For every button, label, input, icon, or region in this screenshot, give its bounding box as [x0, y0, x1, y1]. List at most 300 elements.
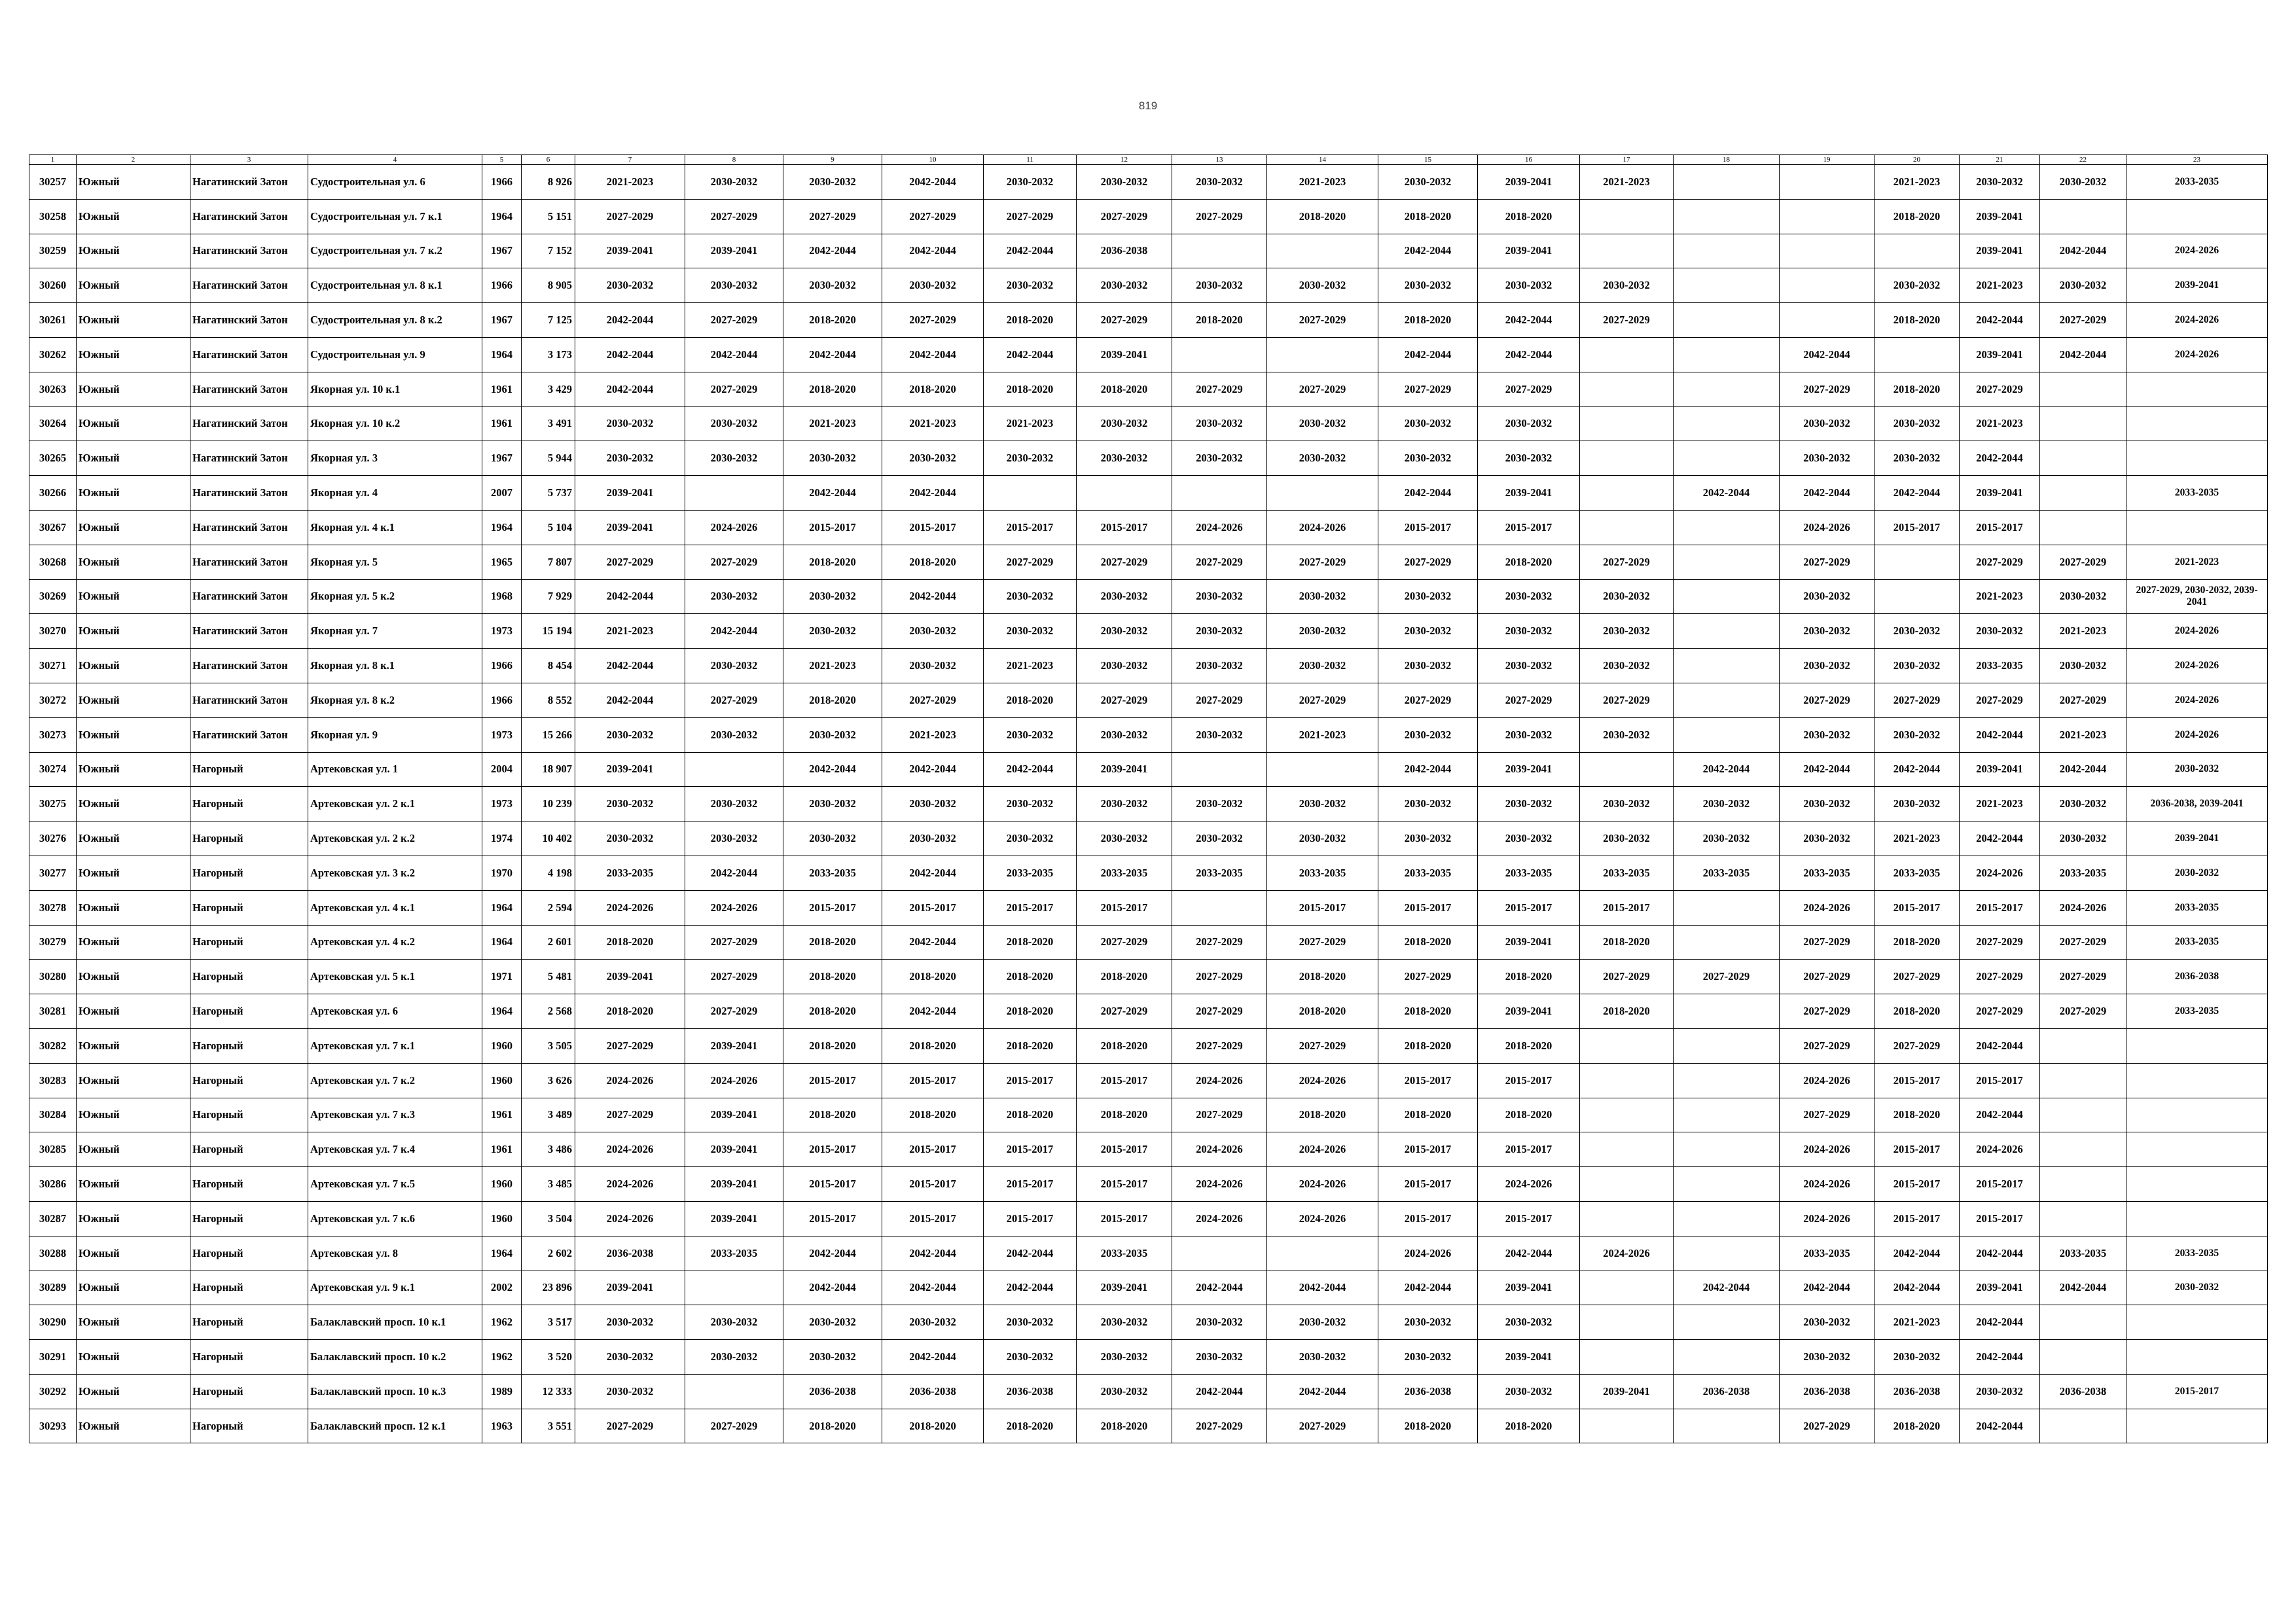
- period-col-21-cell: 2042-2044: [1960, 1409, 2040, 1443]
- period-col-14-cell: 2030-2032: [1267, 1340, 1378, 1375]
- address-cell: Артековская ул. 8: [308, 1236, 482, 1271]
- period-col-7-cell: 2039-2041: [575, 234, 685, 268]
- period-col-12-cell: 2030-2032: [1077, 406, 1172, 441]
- period-col-7-cell: 2030-2032: [575, 268, 685, 303]
- record-id-cell: 30277: [29, 856, 77, 890]
- address-cell: Судостроительная ул. 7 к.2: [308, 234, 482, 268]
- period-col-9-cell: 2030-2032: [783, 441, 882, 476]
- period-col-20-cell: 2030-2032: [1874, 1340, 1960, 1375]
- period-col-9-cell: 2018-2020: [783, 372, 882, 406]
- column-number-23: 23: [2126, 155, 2268, 165]
- period-col-18-cell: [1674, 337, 1780, 372]
- period-col-22-cell: 2027-2029: [2040, 960, 2126, 994]
- period-col-8-cell: 2030-2032: [685, 717, 783, 752]
- period-col-8-cell: 2030-2032: [685, 268, 783, 303]
- period-col-10-cell: 2015-2017: [882, 1201, 984, 1236]
- address-cell: Балаклавский просп. 10 к.3: [308, 1374, 482, 1409]
- period-col-21-cell: 2042-2044: [1960, 1236, 2040, 1271]
- period-col-10-cell: 2042-2044: [882, 925, 984, 960]
- period-col-21-cell: 2039-2041: [1960, 234, 2040, 268]
- period-col-7-cell: 2042-2044: [575, 372, 685, 406]
- period-col-20-cell: 2030-2032: [1874, 441, 1960, 476]
- period-col-13-cell: 2030-2032: [1172, 165, 1267, 200]
- column-number-11: 11: [984, 155, 1077, 165]
- period-col-16-cell: 2030-2032: [1478, 1305, 1580, 1340]
- period-col-13-cell: 2030-2032: [1172, 787, 1267, 821]
- period-col-15-cell: 2030-2032: [1378, 268, 1478, 303]
- period-col-14-cell: 2042-2044: [1267, 1374, 1378, 1409]
- total-area-cell: 3 489: [522, 1098, 575, 1132]
- column-number-21: 21: [1960, 155, 2040, 165]
- total-area-cell: 15 194: [522, 614, 575, 649]
- build-year-cell: 1963: [482, 1409, 522, 1443]
- period-col-16-cell: 2042-2044: [1478, 1236, 1580, 1271]
- period-col-19-cell: 2030-2032: [1780, 1305, 1874, 1340]
- period-col-22-cell: [2040, 199, 2126, 234]
- period-col-14-cell: 2030-2032: [1267, 649, 1378, 683]
- period-col-23-cell: 2024-2026: [2126, 614, 2268, 649]
- period-col-20-cell: 2018-2020: [1874, 925, 1960, 960]
- period-col-16-cell: 2042-2044: [1478, 337, 1580, 372]
- period-col-9-cell: 2030-2032: [783, 717, 882, 752]
- period-col-11-cell: 2042-2044: [984, 1271, 1077, 1305]
- period-col-8-cell: [685, 752, 783, 787]
- period-col-20-cell: 2030-2032: [1874, 787, 1960, 821]
- period-col-23-cell: 2021-2023: [2126, 545, 2268, 579]
- period-col-9-cell: 2042-2044: [783, 337, 882, 372]
- period-col-10-cell: 2042-2044: [882, 856, 984, 890]
- period-col-11-cell: 2030-2032: [984, 717, 1077, 752]
- period-col-12-cell: 2015-2017: [1077, 1201, 1172, 1236]
- period-col-20-cell: 2021-2023: [1874, 165, 1960, 200]
- record-id-cell: 30285: [29, 1132, 77, 1167]
- period-col-18-cell: [1674, 890, 1780, 925]
- period-col-23-cell: 2015-2017: [2126, 1374, 2268, 1409]
- address-cell: Якорная ул. 8 к.1: [308, 649, 482, 683]
- period-col-8-cell: 2030-2032: [685, 1305, 783, 1340]
- period-col-18-cell: [1674, 372, 1780, 406]
- period-col-21-cell: 2015-2017: [1960, 1201, 2040, 1236]
- record-id-cell: 30288: [29, 1236, 77, 1271]
- period-col-7-cell: 2024-2026: [575, 1201, 685, 1236]
- period-col-19-cell: 2042-2044: [1780, 752, 1874, 787]
- district-cell: Южный: [77, 1305, 190, 1340]
- period-col-22-cell: 2021-2023: [2040, 717, 2126, 752]
- period-col-22-cell: [2040, 1305, 2126, 1340]
- build-year-cell: 1966: [482, 268, 522, 303]
- period-col-18-cell: [1674, 994, 1780, 1029]
- period-col-17-cell: [1580, 476, 1674, 511]
- period-col-16-cell: 2039-2041: [1478, 752, 1580, 787]
- period-col-22-cell: 2030-2032: [2040, 579, 2126, 614]
- period-col-9-cell: 2021-2023: [783, 406, 882, 441]
- period-col-16-cell: 2018-2020: [1478, 199, 1580, 234]
- period-col-17-cell: 2030-2032: [1580, 717, 1674, 752]
- period-col-10-cell: 2018-2020: [882, 1098, 984, 1132]
- period-col-17-cell: [1580, 1132, 1674, 1167]
- record-id-cell: 30276: [29, 821, 77, 856]
- period-col-9-cell: 2018-2020: [783, 994, 882, 1029]
- area-cell: Нагатинский Затон: [190, 717, 308, 752]
- district-cell: Южный: [77, 441, 190, 476]
- period-col-9-cell: 2036-2038: [783, 1374, 882, 1409]
- district-cell: Южный: [77, 1374, 190, 1409]
- period-col-23-cell: 2024-2026: [2126, 717, 2268, 752]
- build-year-cell: 1965: [482, 545, 522, 579]
- table-row: [29, 1028, 2268, 1063]
- period-col-21-cell: 2027-2029: [1960, 545, 2040, 579]
- period-col-7-cell: 2030-2032: [575, 1305, 685, 1340]
- period-col-21-cell: 2042-2044: [1960, 717, 2040, 752]
- period-col-19-cell: 2042-2044: [1780, 337, 1874, 372]
- column-number-4: 4: [308, 155, 482, 165]
- period-col-15-cell: 2027-2029: [1378, 372, 1478, 406]
- build-year-cell: 1966: [482, 683, 522, 717]
- period-col-10-cell: 2015-2017: [882, 1063, 984, 1098]
- period-col-17-cell: [1580, 406, 1674, 441]
- period-col-20-cell: 2036-2038: [1874, 1374, 1960, 1409]
- period-col-21-cell: 2021-2023: [1960, 787, 2040, 821]
- column-number-22: 22: [2040, 155, 2126, 165]
- period-col-11-cell: [984, 476, 1077, 511]
- period-col-16-cell: 2030-2032: [1478, 268, 1580, 303]
- area-cell: Нагатинский Затон: [190, 372, 308, 406]
- total-area-cell: 12 333: [522, 1374, 575, 1409]
- area-cell: Нагорный: [190, 1305, 308, 1340]
- period-col-7-cell: 2030-2032: [575, 441, 685, 476]
- period-col-10-cell: 2042-2044: [882, 1340, 984, 1375]
- period-col-18-cell: [1674, 1132, 1780, 1167]
- period-col-12-cell: 2027-2029: [1077, 994, 1172, 1029]
- period-col-21-cell: 2042-2044: [1960, 1098, 2040, 1132]
- period-col-13-cell: 2030-2032: [1172, 406, 1267, 441]
- address-cell: Артековская ул. 2 к.2: [308, 821, 482, 856]
- record-id-cell: 30266: [29, 476, 77, 511]
- period-col-18-cell: [1674, 1167, 1780, 1202]
- total-area-cell: 7 929: [522, 579, 575, 614]
- period-col-10-cell: 2018-2020: [882, 960, 984, 994]
- district-cell: Южный: [77, 1063, 190, 1098]
- total-area-cell: 3 520: [522, 1340, 575, 1375]
- period-col-20-cell: 2027-2029: [1874, 683, 1960, 717]
- period-col-8-cell: 2027-2029: [685, 1409, 783, 1443]
- period-col-7-cell: 2024-2026: [575, 1063, 685, 1098]
- period-col-10-cell: 2015-2017: [882, 510, 984, 545]
- period-col-11-cell: 2021-2023: [984, 406, 1077, 441]
- district-cell: Южный: [77, 752, 190, 787]
- area-cell: Нагорный: [190, 787, 308, 821]
- period-col-18-cell: 2027-2029: [1674, 960, 1780, 994]
- table-row: [29, 717, 2268, 752]
- period-col-19-cell: 2030-2032: [1780, 406, 1874, 441]
- address-cell: Артековская ул. 7 к.1: [308, 1028, 482, 1063]
- build-year-cell: 1966: [482, 649, 522, 683]
- area-cell: Нагатинский Затон: [190, 579, 308, 614]
- period-col-15-cell: 2024-2026: [1378, 1236, 1478, 1271]
- column-number-8: 8: [685, 155, 783, 165]
- period-col-22-cell: [2040, 1340, 2126, 1375]
- period-col-8-cell: 2042-2044: [685, 856, 783, 890]
- period-col-17-cell: 2015-2017: [1580, 890, 1674, 925]
- record-id-cell: 30260: [29, 268, 77, 303]
- period-col-19-cell: 2024-2026: [1780, 1167, 1874, 1202]
- record-id-cell: 30279: [29, 925, 77, 960]
- period-col-22-cell: 2030-2032: [2040, 787, 2126, 821]
- period-col-17-cell: [1580, 199, 1674, 234]
- district-cell: Южный: [77, 1098, 190, 1132]
- period-col-10-cell: 2036-2038: [882, 1374, 984, 1409]
- period-col-21-cell: 2039-2041: [1960, 1271, 2040, 1305]
- period-col-19-cell: 2030-2032: [1780, 649, 1874, 683]
- period-col-8-cell: 2042-2044: [685, 337, 783, 372]
- total-area-cell: 3 491: [522, 406, 575, 441]
- area-cell: Нагорный: [190, 994, 308, 1029]
- period-col-17-cell: [1580, 510, 1674, 545]
- period-col-9-cell: 2030-2032: [783, 579, 882, 614]
- build-year-cell: 1967: [482, 234, 522, 268]
- period-col-10-cell: 2042-2044: [882, 994, 984, 1029]
- period-col-12-cell: 2018-2020: [1077, 960, 1172, 994]
- period-col-12-cell: 2030-2032: [1077, 268, 1172, 303]
- record-id-cell: 30292: [29, 1374, 77, 1409]
- period-col-11-cell: 2018-2020: [984, 925, 1077, 960]
- district-cell: Южный: [77, 821, 190, 856]
- period-col-18-cell: [1674, 925, 1780, 960]
- area-cell: Нагорный: [190, 890, 308, 925]
- table-row: [29, 1305, 2268, 1340]
- area-cell: Нагорный: [190, 1236, 308, 1271]
- period-col-21-cell: 2033-2035: [1960, 649, 2040, 683]
- period-col-17-cell: [1580, 752, 1674, 787]
- period-col-10-cell: 2018-2020: [882, 1028, 984, 1063]
- period-col-19-cell: 2024-2026: [1780, 1201, 1874, 1236]
- district-cell: Южный: [77, 890, 190, 925]
- period-col-18-cell: [1674, 579, 1780, 614]
- period-col-8-cell: 2030-2032: [685, 821, 783, 856]
- address-cell: Якорная ул. 10 к.2: [308, 406, 482, 441]
- build-year-cell: 1961: [482, 1098, 522, 1132]
- period-col-9-cell: 2030-2032: [783, 821, 882, 856]
- period-col-21-cell: 2042-2044: [1960, 1305, 2040, 1340]
- period-col-13-cell: 2027-2029: [1172, 683, 1267, 717]
- period-col-23-cell: 2024-2026: [2126, 649, 2268, 683]
- period-col-18-cell: [1674, 1063, 1780, 1098]
- period-col-13-cell: 2027-2029: [1172, 1098, 1267, 1132]
- period-col-8-cell: 2027-2029: [685, 994, 783, 1029]
- column-number-18: 18: [1674, 155, 1780, 165]
- period-col-14-cell: 2027-2029: [1267, 545, 1378, 579]
- total-area-cell: 3 485: [522, 1167, 575, 1202]
- period-col-8-cell: 2039-2041: [685, 1132, 783, 1167]
- period-col-22-cell: 2042-2044: [2040, 1271, 2126, 1305]
- period-col-7-cell: 2027-2029: [575, 1098, 685, 1132]
- area-cell: Нагатинский Затон: [190, 337, 308, 372]
- period-col-19-cell: 2030-2032: [1780, 579, 1874, 614]
- record-id-cell: 30282: [29, 1028, 77, 1063]
- period-col-16-cell: 2018-2020: [1478, 1028, 1580, 1063]
- address-cell: Балаклавский просп. 10 к.2: [308, 1340, 482, 1375]
- address-cell: Судостроительная ул. 7 к.1: [308, 199, 482, 234]
- period-col-12-cell: 2030-2032: [1077, 649, 1172, 683]
- period-col-14-cell: 2030-2032: [1267, 441, 1378, 476]
- period-col-23-cell: 2030-2032: [2126, 1271, 2268, 1305]
- table-row: [29, 165, 2268, 200]
- period-col-9-cell: 2018-2020: [783, 683, 882, 717]
- district-cell: Южный: [77, 717, 190, 752]
- period-col-15-cell: 2030-2032: [1378, 649, 1478, 683]
- period-col-12-cell: 2027-2029: [1077, 545, 1172, 579]
- period-col-9-cell: 2018-2020: [783, 545, 882, 579]
- record-id-cell: 30289: [29, 1271, 77, 1305]
- period-col-16-cell: 2015-2017: [1478, 1201, 1580, 1236]
- table-row: [29, 856, 2268, 890]
- district-cell: Южный: [77, 510, 190, 545]
- period-col-11-cell: 2018-2020: [984, 372, 1077, 406]
- period-col-20-cell: 2030-2032: [1874, 406, 1960, 441]
- period-col-21-cell: 2042-2044: [1960, 1340, 2040, 1375]
- period-col-17-cell: 2027-2029: [1580, 545, 1674, 579]
- period-col-21-cell: 2039-2041: [1960, 199, 2040, 234]
- period-col-23-cell: [2126, 1409, 2268, 1443]
- period-col-12-cell: 2027-2029: [1077, 199, 1172, 234]
- period-col-9-cell: 2027-2029: [783, 199, 882, 234]
- table-row: [29, 372, 2268, 406]
- period-col-18-cell: 2042-2044: [1674, 1271, 1780, 1305]
- period-col-9-cell: 2015-2017: [783, 1167, 882, 1202]
- period-col-21-cell: 2027-2029: [1960, 683, 2040, 717]
- period-col-14-cell: 2024-2026: [1267, 1167, 1378, 1202]
- period-col-8-cell: 2027-2029: [685, 545, 783, 579]
- period-col-13-cell: 2024-2026: [1172, 1167, 1267, 1202]
- period-col-18-cell: 2030-2032: [1674, 821, 1780, 856]
- period-col-12-cell: 2030-2032: [1077, 441, 1172, 476]
- district-cell: Южный: [77, 199, 190, 234]
- period-col-8-cell: 2030-2032: [685, 441, 783, 476]
- record-id-cell: 30257: [29, 165, 77, 200]
- period-col-16-cell: 2039-2041: [1478, 1340, 1580, 1375]
- district-cell: Южный: [77, 234, 190, 268]
- period-col-10-cell: 2042-2044: [882, 165, 984, 200]
- district-cell: Южный: [77, 925, 190, 960]
- period-col-12-cell: 2015-2017: [1077, 1132, 1172, 1167]
- period-col-15-cell: 2030-2032: [1378, 1305, 1478, 1340]
- period-col-16-cell: 2030-2032: [1478, 717, 1580, 752]
- build-year-cell: 1964: [482, 994, 522, 1029]
- period-col-14-cell: 2027-2029: [1267, 925, 1378, 960]
- period-col-8-cell: 2024-2026: [685, 510, 783, 545]
- period-col-23-cell: 2030-2032: [2126, 752, 2268, 787]
- total-area-cell: 5 151: [522, 199, 575, 234]
- period-col-20-cell: 2027-2029: [1874, 1028, 1960, 1063]
- period-col-8-cell: [685, 476, 783, 511]
- period-col-13-cell: 2030-2032: [1172, 649, 1267, 683]
- period-col-11-cell: 2033-2035: [984, 856, 1077, 890]
- period-col-9-cell: 2030-2032: [783, 787, 882, 821]
- period-col-8-cell: 2039-2041: [685, 1201, 783, 1236]
- period-col-14-cell: 2030-2032: [1267, 614, 1378, 649]
- total-area-cell: 2 568: [522, 994, 575, 1029]
- period-col-15-cell: 2018-2020: [1378, 1409, 1478, 1443]
- period-col-23-cell: [2126, 441, 2268, 476]
- period-col-23-cell: 2033-2035: [2126, 994, 2268, 1029]
- period-col-15-cell: 2030-2032: [1378, 821, 1478, 856]
- address-cell: Якорная ул. 3: [308, 441, 482, 476]
- period-col-7-cell: 2042-2044: [575, 337, 685, 372]
- period-col-12-cell: 2027-2029: [1077, 925, 1172, 960]
- record-id-cell: 30267: [29, 510, 77, 545]
- period-col-16-cell: 2030-2032: [1478, 614, 1580, 649]
- period-col-15-cell: 2030-2032: [1378, 614, 1478, 649]
- period-col-19-cell: 2036-2038: [1780, 1374, 1874, 1409]
- period-col-15-cell: 2018-2020: [1378, 1098, 1478, 1132]
- table-row: [29, 268, 2268, 303]
- record-id-cell: 30293: [29, 1409, 77, 1443]
- record-id-cell: 30259: [29, 234, 77, 268]
- period-col-15-cell: 2042-2044: [1378, 476, 1478, 511]
- period-col-23-cell: [2126, 1201, 2268, 1236]
- period-col-18-cell: [1674, 1098, 1780, 1132]
- period-col-16-cell: 2039-2041: [1478, 476, 1580, 511]
- table-row: [29, 683, 2268, 717]
- period-col-14-cell: 2015-2017: [1267, 890, 1378, 925]
- period-col-18-cell: [1674, 649, 1780, 683]
- period-col-18-cell: [1674, 1236, 1780, 1271]
- area-cell: Нагорный: [190, 856, 308, 890]
- period-col-22-cell: 2033-2035: [2040, 1236, 2126, 1271]
- build-year-cell: 1973: [482, 614, 522, 649]
- period-col-17-cell: 2030-2032: [1580, 579, 1674, 614]
- period-col-10-cell: 2015-2017: [882, 1132, 984, 1167]
- period-col-21-cell: 2030-2032: [1960, 1374, 2040, 1409]
- district-cell: Южный: [77, 1271, 190, 1305]
- record-id-cell: 30290: [29, 1305, 77, 1340]
- period-col-21-cell: 2042-2044: [1960, 303, 2040, 338]
- period-col-19-cell: 2027-2029: [1780, 372, 1874, 406]
- period-col-17-cell: 2039-2041: [1580, 1374, 1674, 1409]
- period-col-8-cell: 2030-2032: [685, 165, 783, 200]
- period-col-15-cell: 2018-2020: [1378, 199, 1478, 234]
- column-number-19: 19: [1780, 155, 1874, 165]
- period-col-21-cell: 2042-2044: [1960, 821, 2040, 856]
- total-area-cell: 8 926: [522, 165, 575, 200]
- total-area-cell: 7 152: [522, 234, 575, 268]
- area-cell: Нагатинский Затон: [190, 683, 308, 717]
- period-col-11-cell: 2021-2023: [984, 649, 1077, 683]
- period-col-12-cell: 2027-2029: [1077, 303, 1172, 338]
- period-col-19-cell: 2042-2044: [1780, 476, 1874, 511]
- period-col-18-cell: [1674, 441, 1780, 476]
- period-col-18-cell: [1674, 1028, 1780, 1063]
- period-col-16-cell: 2015-2017: [1478, 1132, 1580, 1167]
- period-col-23-cell: [2126, 1028, 2268, 1063]
- period-col-9-cell: 2018-2020: [783, 960, 882, 994]
- table-row: [29, 234, 2268, 268]
- period-col-7-cell: 2027-2029: [575, 1028, 685, 1063]
- period-col-17-cell: [1580, 1028, 1674, 1063]
- period-col-7-cell: 2042-2044: [575, 683, 685, 717]
- period-col-17-cell: 2027-2029: [1580, 960, 1674, 994]
- record-id-cell: 30272: [29, 683, 77, 717]
- period-col-18-cell: [1674, 199, 1780, 234]
- period-col-18-cell: [1674, 406, 1780, 441]
- period-col-18-cell: 2042-2044: [1674, 752, 1780, 787]
- address-cell: Артековская ул. 4 к.1: [308, 890, 482, 925]
- period-col-22-cell: 2030-2032: [2040, 649, 2126, 683]
- period-col-12-cell: 2030-2032: [1077, 787, 1172, 821]
- period-col-15-cell: 2042-2044: [1378, 234, 1478, 268]
- period-col-14-cell: 2027-2029: [1267, 1028, 1378, 1063]
- period-col-11-cell: 2030-2032: [984, 787, 1077, 821]
